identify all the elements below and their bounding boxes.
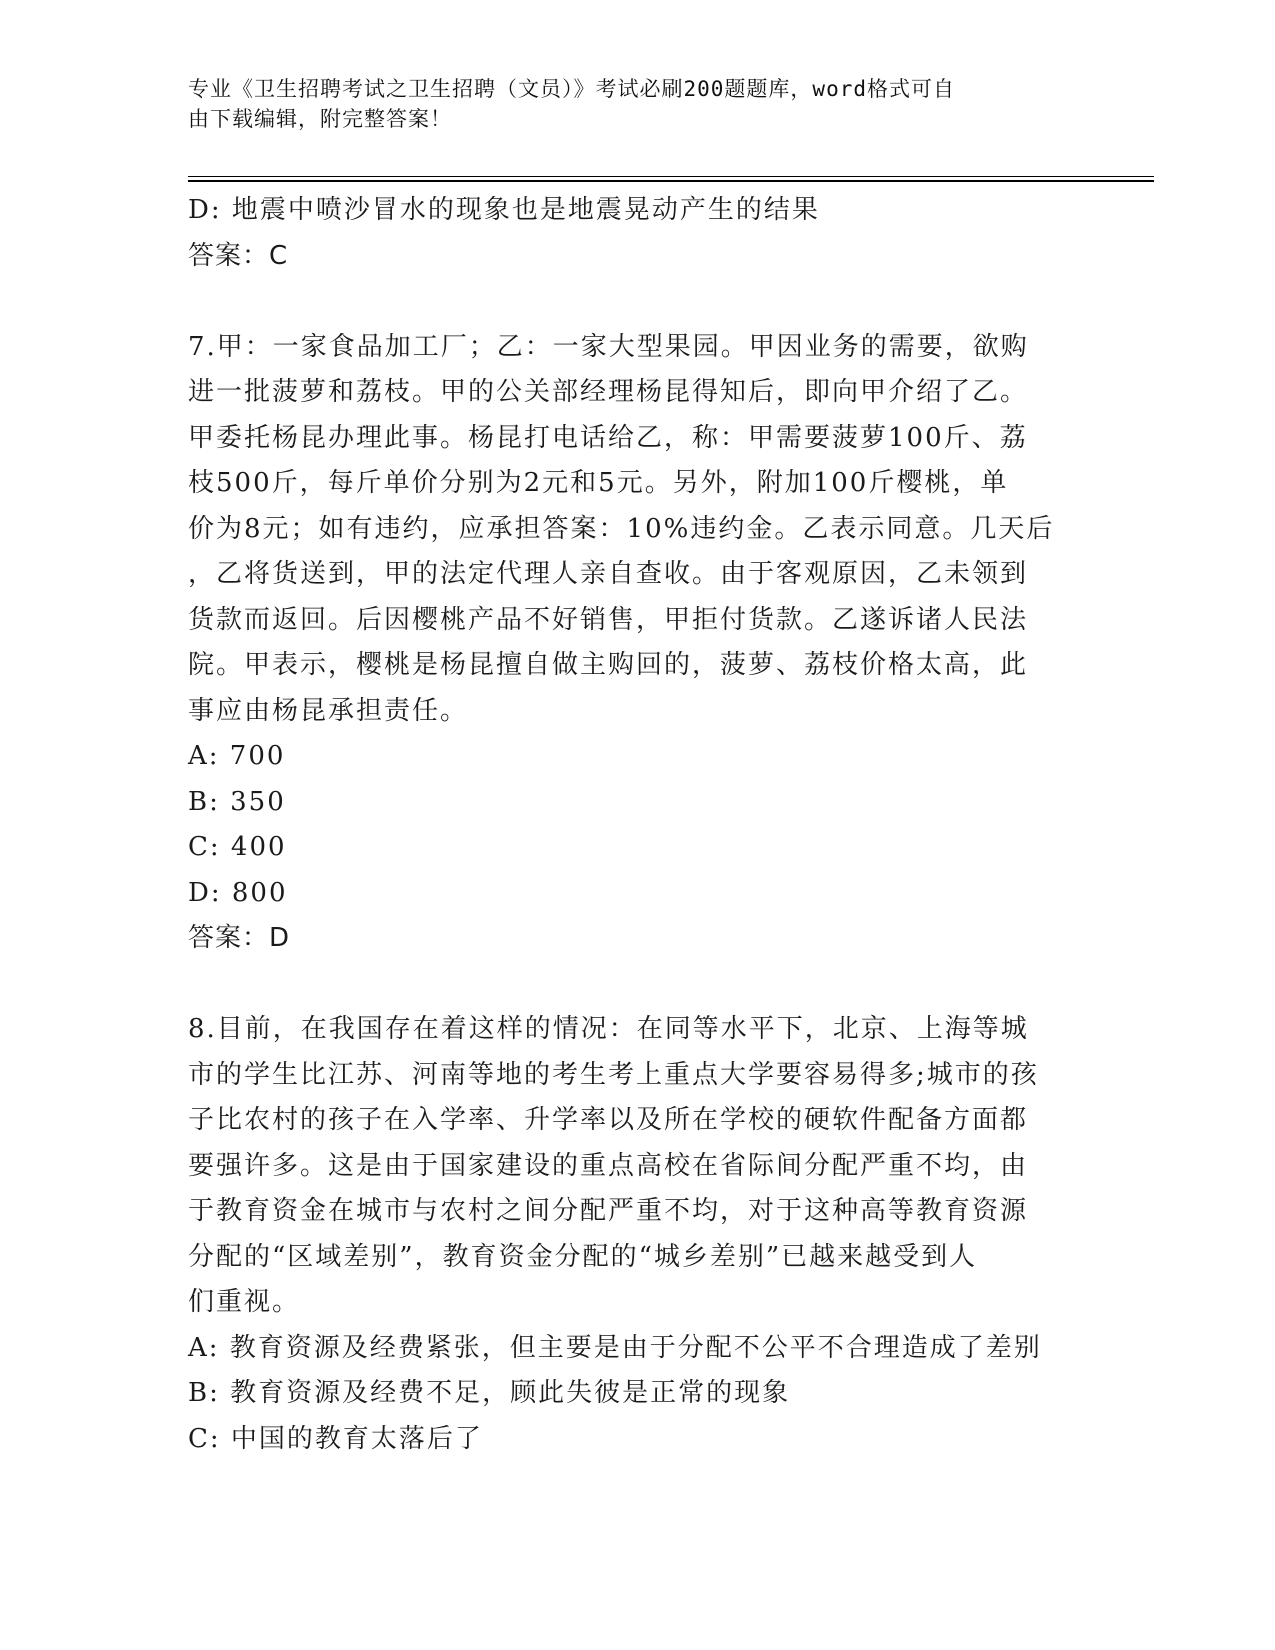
header-divider-thin — [188, 176, 1154, 177]
question-6-tail — [188, 188, 1088, 279]
option-d: D: 800 — [188, 877, 288, 908]
option-a: A: 700 — [188, 741, 286, 771]
option-b: B: 教育资源及经费不足，顾此失彼是正常的现象 — [188, 1378, 791, 1408]
stem-line: 于教育资金在城市与农村之间分配严重不均，对于这种高等教育资源 — [188, 1196, 1029, 1226]
question-8 — [188, 1007, 1088, 1462]
stem-line: 甲委托杨昆办理此事。杨昆打电话给乙，称：甲需要菠萝100斤、荔 — [188, 422, 1028, 453]
stem-line: 院。甲表示，樱桃是杨昆擅自做主购回的，菠萝、荔枝价格太高，此 — [188, 650, 1029, 680]
stem-line: 枝500斤，每斤单价分别为2元和5元。另外，附加100斤樱桃，单 — [188, 468, 1009, 498]
answer-label: 答案：D — [188, 923, 291, 953]
stem-line: 价为8元；如有违约，应承担答案：10%违约金。乙表示同意。几天后 — [188, 513, 1055, 544]
option-d: D: 地震中喷沙冒水的现象也是地震晃动产生的结果 — [188, 195, 820, 225]
stem-line: 货款而返回。后因樱桃产品不好销售，甲拒付货款。乙遂诉诸人民法 — [188, 604, 1029, 635]
stem-line: 分配的“区域差别”，教育资金分配的“城乡差别”已越来越受到人 — [188, 1241, 978, 1272]
stem-line: 进一批菠萝和荔枝。甲的公关部经理杨昆得知后，即向甲介绍了乙。 — [188, 377, 1029, 407]
option-c: C: 中国的教育太落后了 — [188, 1423, 483, 1454]
spacer — [188, 279, 1088, 325]
spacer — [188, 962, 1088, 1008]
stem-line: 们重视。 — [188, 1287, 301, 1317]
stem-line: 8.目前，在我国存在着这样的情况：在同等水平下，北京、上海等城 — [188, 1014, 1029, 1044]
question-7 — [188, 325, 1088, 962]
question-options — [188, 734, 1088, 916]
header-divider-thick — [188, 180, 1154, 182]
option-a: A: 教育资源及经费紧张，但主要是由于分配不公平不合理造成了差别 — [188, 1332, 1042, 1363]
question-options — [188, 1326, 1088, 1463]
stem-line: 7.甲：一家食品加工厂；乙：一家大型果园。甲因业务的需要，欲购 — [188, 331, 1029, 362]
stem-line: 事应由杨昆承担责任。 — [188, 695, 469, 726]
document-header — [188, 74, 1068, 134]
option-c: C: 400 — [188, 832, 287, 862]
header-line-2: 由下载编辑，附完整答案！ — [188, 107, 452, 131]
question-stem — [188, 325, 1088, 735]
answer-label: 答案：C — [188, 240, 289, 271]
header-line-1: 专业《卫生招聘考试之卫生招聘（文员）》考试必刷200题题库，word格式可自 — [188, 77, 955, 101]
stem-line: ，乙将货送到，甲的法定代理人亲自查收。由于客观原因，乙未领到 — [188, 559, 1029, 589]
question-stem — [188, 1007, 1088, 1326]
document-body — [188, 188, 1088, 1462]
stem-line: 要强许多。这是由于国家建设的重点高校在省际间分配严重不均，由 — [188, 1150, 1029, 1181]
option-b: B: 350 — [188, 786, 286, 817]
stem-line: 市的学生比江苏、河南等地的考生考上重点大学要容易得多;城市的孩 — [188, 1059, 1039, 1090]
stem-line: 子比农村的孩子在入学率、升学率以及所在学校的硬软件配备方面都 — [188, 1105, 1029, 1135]
